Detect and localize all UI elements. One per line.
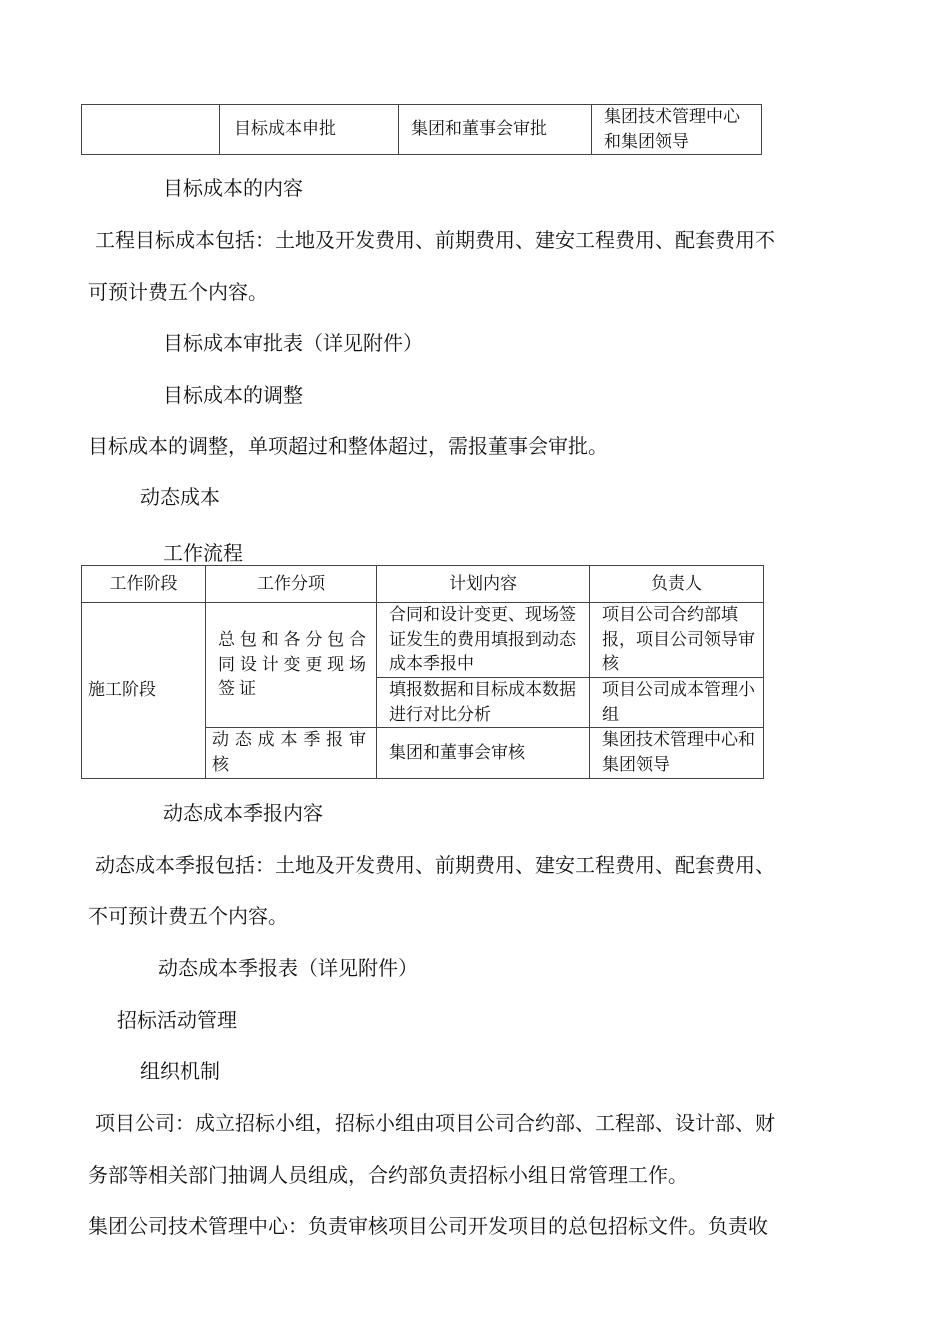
plan-cell: 集团和董事会审核 [377, 728, 590, 778]
table-row [82, 603, 764, 678]
table-header-row [82, 566, 764, 603]
heading-dynamic-report-content: 动态成本季报内容 [163, 801, 323, 825]
heading-tender-management: 招标活动管理 [117, 1008, 237, 1032]
table-cell: 集团技术管理中心和集团领导 [592, 105, 762, 155]
column-header: 计划内容 [377, 566, 590, 603]
heading-organization: 组织机制 [140, 1059, 220, 1083]
paragraph: 集团公司技术管理中心：负责审核项目公司开发项目的总包招标文件。负责收 [88, 1214, 768, 1238]
owner-cell: 项目公司成本管理小组 [590, 678, 764, 728]
heading-dynamic-cost: 动态成本 [140, 485, 220, 509]
table-cell: 目标成本申批 [220, 105, 399, 155]
top-approval-table [81, 104, 762, 155]
column-header: 工作分项 [206, 566, 377, 603]
table-cell [82, 105, 220, 155]
heading-target-cost-content: 目标成本的内容 [163, 176, 303, 200]
owner-cell: 项目公司合约部填报，项目公司领导审核 [590, 603, 764, 678]
paragraph: 目标成本的调整，单项超过和整体超过，需报董事会审批。 [88, 434, 608, 458]
paragraph: 务部等相关部门抽调人员组成，合约部负责招标小组日常管理工作。 [88, 1163, 688, 1187]
item-cell: 总包和各分包合同设计变更现场签证 [206, 603, 377, 728]
stage-cell: 施工阶段 [82, 603, 206, 779]
paragraph: 可预计费五个内容。 [88, 280, 268, 304]
heading-dynamic-report-form: 动态成本季报表（详见附件） [158, 956, 418, 980]
paragraph: 项目公司：成立招标小组，招标小组由项目公司合约部、工程部、设计部、财 [95, 1111, 775, 1135]
workflow-table [81, 565, 764, 779]
paragraph: 工程目标成本包括：土地及开发费用、前期费用、建安工程费用、配套费用不 [95, 228, 775, 252]
item-cell: 动态成本季报审核 [206, 728, 377, 778]
owner-cell: 集团技术管理中心和集团领导 [590, 728, 764, 778]
table-row [82, 105, 762, 155]
heading-approval-form: 目标成本审批表（详见附件） [163, 331, 423, 355]
plan-cell: 填报数据和目标成本数据进行对比分析 [377, 678, 590, 728]
heading-workflow: 工作流程 [163, 541, 243, 565]
paragraph: 动态成本季报包括：土地及开发费用、前期费用、建安工程费用、配套费用、 [95, 853, 775, 877]
heading-target-cost-adjust: 目标成本的调整 [163, 383, 303, 407]
paragraph: 不可预计费五个内容。 [88, 904, 288, 928]
plan-cell: 合同和设计变更、现场签证发生的费用填报到动态成本季报中 [377, 603, 590, 678]
column-header: 负责人 [590, 566, 764, 603]
column-header: 工作阶段 [82, 566, 206, 603]
table-cell: 集团和董事会审批 [399, 105, 592, 155]
